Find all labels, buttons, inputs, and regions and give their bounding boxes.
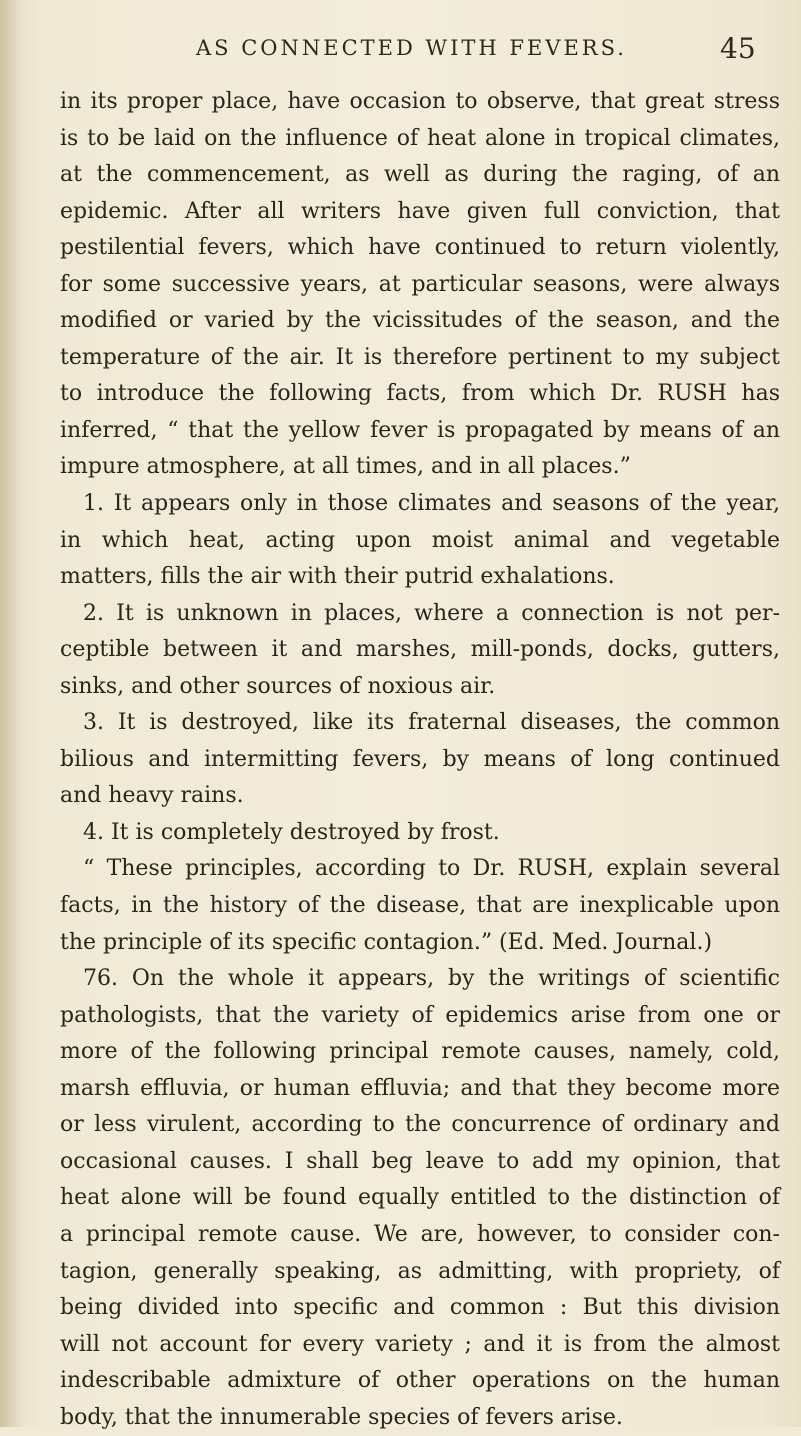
text-line: sinks, and other sources of noxious air.: [60, 673, 496, 699]
text-line: 1. It appears only in those climates and seasons of the year,: [83, 491, 780, 517]
text-line: pathologists, that the variety of epidemics arise from one or: [60, 1002, 780, 1028]
text-line: pestilential fevers, which have continued to return violently,: [60, 235, 780, 261]
text-line: bilious and intermitting fevers, by means of long continued: [60, 746, 780, 772]
text-line: is to be laid on the influence of heat alone in tropical climates,: [60, 125, 780, 151]
text-line: being divided into specific and common : But this division: [60, 1295, 780, 1321]
page-number: 45: [720, 32, 756, 65]
text-line: ceptible between it and marshes, mill-ponds, docks, gutters,: [60, 637, 780, 663]
text-line: 3. It is destroyed, like its fraternal diseases, the common: [83, 710, 780, 736]
text-line: impure atmosphere, at all times, and in all places.”: [60, 454, 631, 480]
text-line: occasional causes. I shall beg leave to add my opinion, that: [60, 1148, 780, 1174]
text-line: body, that the innumerable species of fevers arise.: [60, 1404, 623, 1430]
text-line: to introduce the following facts, from which Dr. RUSH has: [60, 381, 780, 407]
text-line: in which heat, acting upon moist animal and vegetable: [60, 527, 780, 553]
page-gutter-shadow: [0, 0, 22, 1427]
text-line: indescribable admixture of other operations on the human: [60, 1368, 780, 1394]
text-line: modified or varied by the vicissitudes of the season, and the: [60, 308, 780, 334]
running-title: AS CONNECTED WITH FEVERS.: [196, 36, 627, 60]
text-line: epidemic. After all writers have given full conviction, that: [60, 198, 780, 224]
text-line: at the commencement, as well as during the raging, of an: [60, 162, 780, 188]
body-text: [60, 84, 780, 1436]
text-line: facts, in the history of the disease, that are inexplicable upon: [60, 893, 780, 919]
running-header: [0, 32, 801, 72]
text-line: “ These principles, according to Dr. RUSH, explain several: [83, 856, 780, 882]
text-line: will not account for every variety ; and it is from the almost: [60, 1331, 780, 1357]
text-line: and heavy rains.: [60, 783, 244, 809]
text-line: 2. It is unknown in places, where a connection is not per-: [83, 600, 780, 626]
text-line: or less virulent, according to the concurrence of ordinary and: [60, 1112, 780, 1138]
text-line: tagion, generally speaking, as admitting, with propriety, of: [60, 1258, 780, 1284]
text-line: more of the following principal remote causes, namely, cold,: [60, 1039, 780, 1065]
text-line: temperature of the air. It is therefore pertinent to my subject: [60, 344, 780, 370]
text-line: a principal remote cause. We are, however, to consider con-: [60, 1221, 780, 1247]
text-line: inferred, “ that the yellow fever is propagated by means of an: [60, 417, 780, 443]
text-line: marsh effluvia, or human effluvia; and that they become more: [60, 1075, 780, 1101]
text-line: 4. It is completely destroyed by frost.: [83, 819, 500, 845]
text-line: for some successive years, at particular seasons, were always: [60, 271, 780, 297]
text-line: in its proper place, have occasion to observe, that great stress: [60, 89, 780, 114]
text-line: the principle of its specific contagion.” (Ed. Med. Journal.): [60, 929, 713, 955]
text-line: 76. On the whole it appears, by the writings of scientific: [83, 966, 780, 992]
text-line: matters, fills the air with their putrid exhalations.: [60, 564, 615, 590]
text-line: heat alone will be found equally entitled to the distinction of: [60, 1185, 780, 1211]
